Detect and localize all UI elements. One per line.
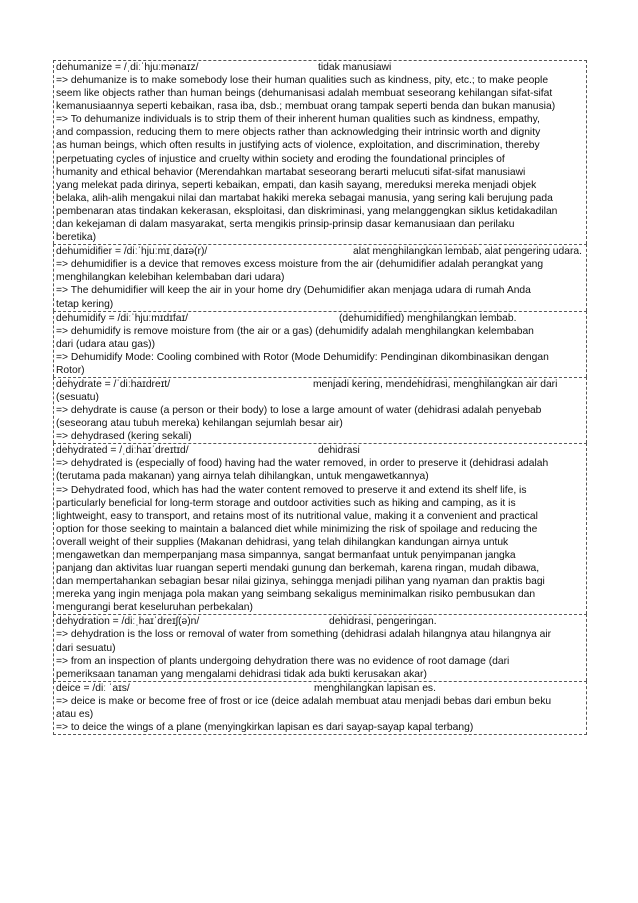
dictionary-entry — [53, 60, 587, 244]
entry-line: => dehumidify is remove moisture from (the air or a gas) (dehumidify adalah menghilangkan kelembaban — [56, 325, 534, 337]
entry-line: (sesuatu) — [56, 391, 99, 403]
headword: dehumidify = /diːˈhjuːmɪdɪfaɪ/ — [56, 312, 189, 324]
meaning: dehidrasi — [318, 445, 360, 457]
entry-line: panjang dan aktivitas luar ruangan seperti mendaki gunung dan berkemah, karena ringan, mudah dibawa, — [56, 563, 540, 575]
entry-header — [56, 61, 584, 74]
entry-line: pemeriksaan tanaman yang mengalami dehidrasi tidak ada bukti kerusakan akar) — [56, 668, 427, 680]
entry-line: => dehydrated is (especially of food) having had the water removed, in order to preserve it (dehidrasi adalah — [56, 458, 549, 470]
entry-line: => Dehumidify Mode: Cooling combined with Rotor (Mode Dehumidify: Pendinginan dikombinasikan dengan — [56, 351, 549, 363]
entry-line: dari (udara atau gas)) — [56, 338, 156, 350]
entry-line: mengawetkan dan memperpanjang masa simpannya, sangat bermanfaat untuk penyimpanan jangka — [56, 550, 516, 561]
entry-line: dan kekejaman di dalam masyarakat, serta mengikis prinsip-prinsip dasar kemanusiaan dan perilaku — [56, 219, 515, 231]
entry-line: kemanusiaannya seperti kebaikan, rasa iba, dsb.; membuat orang tampak seperti benda dan bukan manusia) — [56, 101, 556, 113]
entry-header — [56, 444, 584, 457]
headword: dehydrate = /ˈdiːhaɪdreɪt/ — [56, 378, 171, 390]
entry-line: particularly beneficial for long-term storage and outdoor activities such as hiking and camping, as it is — [56, 497, 516, 509]
dictionary-entry — [53, 377, 587, 443]
entry-line: (terutama pada makanan) yang airnya telah dihilangkan, untuk mengawetkannya) — [56, 471, 429, 483]
meaning: dehidrasi, pengeringan. — [329, 616, 437, 628]
dictionary-sheet — [53, 60, 587, 735]
meaning: menghilangkan lapisan es. — [314, 682, 436, 694]
meaning: alat menghilangkan lembab, alat pengering udara. — [353, 246, 582, 258]
entry-line: dan mempertahankan sebagian besar nilai gizinya, sehingga menjadi pilihan yang nyaman dan praktis bagi — [56, 576, 545, 588]
dictionary-entry — [53, 681, 587, 735]
entry-line: seem like objects rather than human beings (dehumanisasi adalah membuat seseorang kehilangan sifat-sifat — [56, 88, 553, 100]
entry-line: => dehydration is the loss or removal of water from something (dehidrasi adalah hilangnya atau hilangnya air — [56, 629, 552, 641]
entry-header — [56, 312, 584, 325]
meaning: (dehumidified) menghilangkan lembab. — [339, 312, 517, 324]
entry-line: => To dehumanize individuals is to strip them of their inherent human qualities such as kindness, empathy, — [56, 114, 540, 126]
dictionary-entry — [53, 244, 587, 310]
entry-line: as human beings, which often results in justifying acts of violence, exploitation, and discrimination, thereby — [56, 140, 540, 152]
entry-line: => dehydrased (kering sekali) — [56, 431, 192, 443]
headword: dehydration = /diːˌhaɪˈdreɪʃ(ə)n/ — [56, 616, 200, 628]
meaning: menjadi kering, mendehidrasi, menghilangkan air dari — [313, 378, 558, 390]
entry-line: => dehydrate is cause (a person or their body) to lose a large amount of water (dehidrasi adalah penyebab — [56, 405, 542, 417]
meaning: tidak manusiawi — [318, 62, 392, 73]
headword: dehumanize = /ˌdiːˈhjuːmənaɪz/ — [56, 62, 199, 73]
entry-line: lightweight, easy to transport, and retains most of its nutritional value, making it a convenient and practical — [56, 510, 538, 522]
entry-line: belaka, alih-alih mengakui nilai dan martabat hakiki mereka sebagai manusia, yang sering kali berujung pada — [56, 192, 553, 204]
entry-line: option for those seeking to maintain a balanced diet while minimizing the risk of spoilage and reducing the — [56, 523, 538, 535]
entry-line: => to deice the wings of a plane (menyingkirkan lapisan es dari sayap-sayap kapal terbang) — [56, 722, 474, 734]
entry-line: => dehumanize is to make somebody lose their human qualities such as kindness, pity, etc.; to make people — [56, 75, 549, 86]
entry-line: menghilangkan kelebihan kelembaban dari udara) — [56, 272, 285, 284]
headword: dehumidifier = /diːˈhjuːmɪˌdaɪə(r)/ — [56, 246, 208, 258]
entry-line: => Dehydrated food, which has had the water content removed to preserve it and extend its shelf life, is — [56, 484, 527, 496]
entry-line: atau es) — [56, 708, 94, 720]
entry-line: => The dehumidifier will keep the air in your home dry (Dehumidifier akan menjaga udara di rumah Anda — [56, 285, 531, 297]
entry-line: tetap kering) — [56, 298, 114, 310]
entry-line: mereka yang ingin menjaga pola makan yang seimbang sekaligus meminimalkan risiko pembusukan dan — [56, 589, 536, 601]
dictionary-entry — [53, 443, 587, 614]
entry-line: beretika) — [56, 232, 97, 244]
entry-line: Rotor) — [56, 364, 85, 376]
dictionary-entry — [53, 614, 587, 680]
entry-line: perpetuating cycles of injustice and cruelty within society and eroding the foundational principles of — [56, 153, 505, 165]
dictionary-entry — [53, 311, 587, 377]
headword: deice = /diː ˈaɪs/ — [56, 682, 130, 694]
entry-line: dari sesuatu) — [56, 642, 116, 654]
entry-header — [56, 378, 584, 391]
entry-line: (seseorang atau tubuh mereka) kehilangan sejumlah besar air) — [56, 418, 343, 430]
entry-header — [56, 245, 584, 258]
entry-line: pembenaran atas tindakan kekerasan, eksploitasi, dan diskriminasi, yang melanggengkan siklus ketidakadilan — [56, 205, 558, 217]
entry-line: => deice is make or become free of frost or ice (deice adalah membuat atau menjadi bebas dari embun beku — [56, 695, 552, 707]
entry-header — [56, 682, 584, 695]
entry-header — [56, 615, 584, 628]
entry-line: => dehumidifier is a device that removes excess moisture from the air (dehumidifier adalah perangkat yang — [56, 259, 544, 271]
entry-line: mengurangi berat keseluruhan perbekalan) — [56, 602, 253, 614]
entry-line: humanity and ethical behavior (Merendahkan martabat seseorang berarti melucuti sifat-sifat manusiawi — [56, 166, 526, 178]
headword: dehydrated = /ˌdiːhaɪˈdreɪtɪd/ — [56, 445, 189, 457]
entry-line: overall weight of their supplies (Makanan dehidrasi, yang telah dihilangkan kandungan airnya untuk — [56, 536, 509, 548]
entry-line: yang melekat pada dirinya, seperti kebaikan, empati, dan kasih sayang, mereduksi mereka menjadi objek — [56, 179, 537, 191]
entry-line: and compassion, reducing them to mere objects rather than acknowledging their intrinsic worth and dignity — [56, 127, 541, 139]
entry-line: => from an inspection of plants undergoing dehydration there was no evidence of root damage (dari — [56, 655, 510, 667]
